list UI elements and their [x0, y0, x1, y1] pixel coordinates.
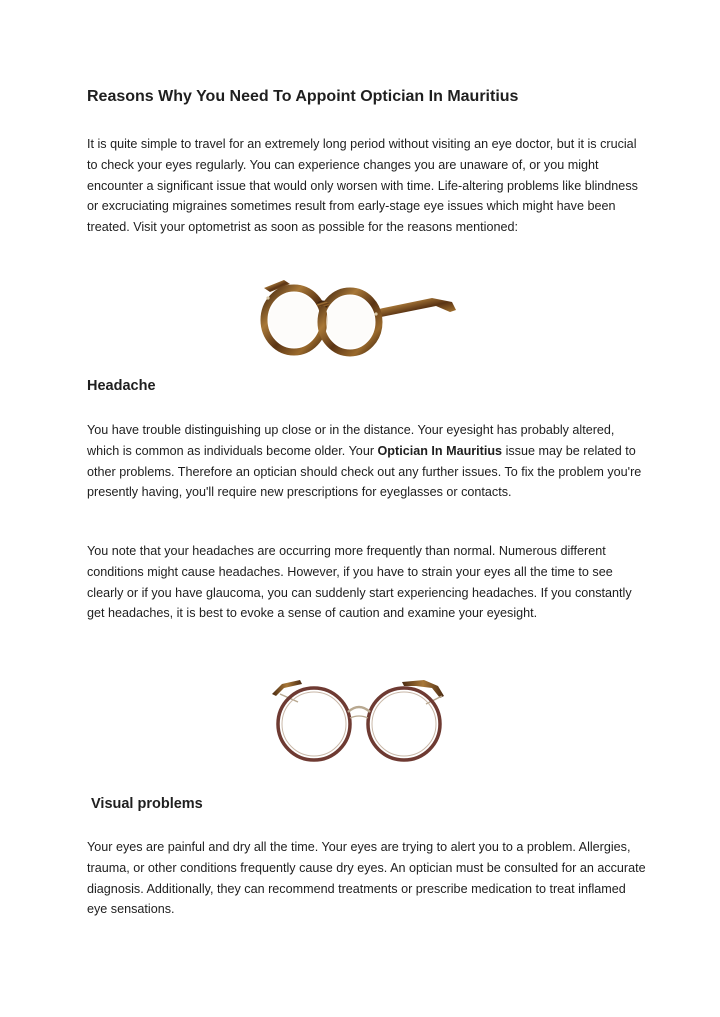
headache-heading: Headache	[87, 378, 156, 394]
intro-paragraph: It is quite simple to travel for an extremely long period without visiting an eye doctor, but it is crucial to check your eyes regularly. You can experience changes you are unaware of, or you might encounter a significant issue that would only worsen with time. Life-altering problems like blindness or excruciating migraines sometimes result from early-stage eye issues which might have been treated. Visit your optometrist as soon as possible for the reasons mentioned:	[87, 137, 638, 235]
headache-paragraph-1	[87, 420, 647, 503]
headache-paragraph-1-start: You have trouble distinguishing up close or in the distance. Your eyesight has probably altered, which is common as individuals become older. Your	[87, 423, 615, 458]
headache-paragraph-2: You note that your headaches are occurring more frequently than normal. Numerous different conditions might cause headaches. However, if you have to strain your eyes all the time to see clearly or if you have glaucoma, you can suddenly start experiencing headaches. If you constantly get headaches, it is best to evoke a sense of caution and examine your eyesight.	[87, 544, 632, 621]
round-wire-glasses-image	[266, 672, 456, 764]
visual-problems-heading: Visual problems	[91, 796, 203, 812]
tortoiseshell-glasses-image	[256, 270, 466, 362]
headache-paragraph-1-end: issue may be related to other problems. Therefore an optician should check out any further issues. To fix the problem you're presently having, you'll require new prescriptions for eyeglasses or contacts.	[87, 443, 642, 500]
article-title: Reasons Why You Need To Appoint Optician In Mauritius	[87, 88, 519, 105]
visual-problems-paragraph: Your eyes are painful and dry all the time. Your eyes are trying to alert you to a problem. Allergies, trauma, or other conditions frequently cause dry eyes. An optician must be consulted for an accurate diagnosis. Additionally, they can recommend treatments or prescribe medication to treat inflamed eye sensations.	[87, 840, 646, 917]
optician-bold-phrase: Optician In Mauritius	[377, 443, 503, 458]
